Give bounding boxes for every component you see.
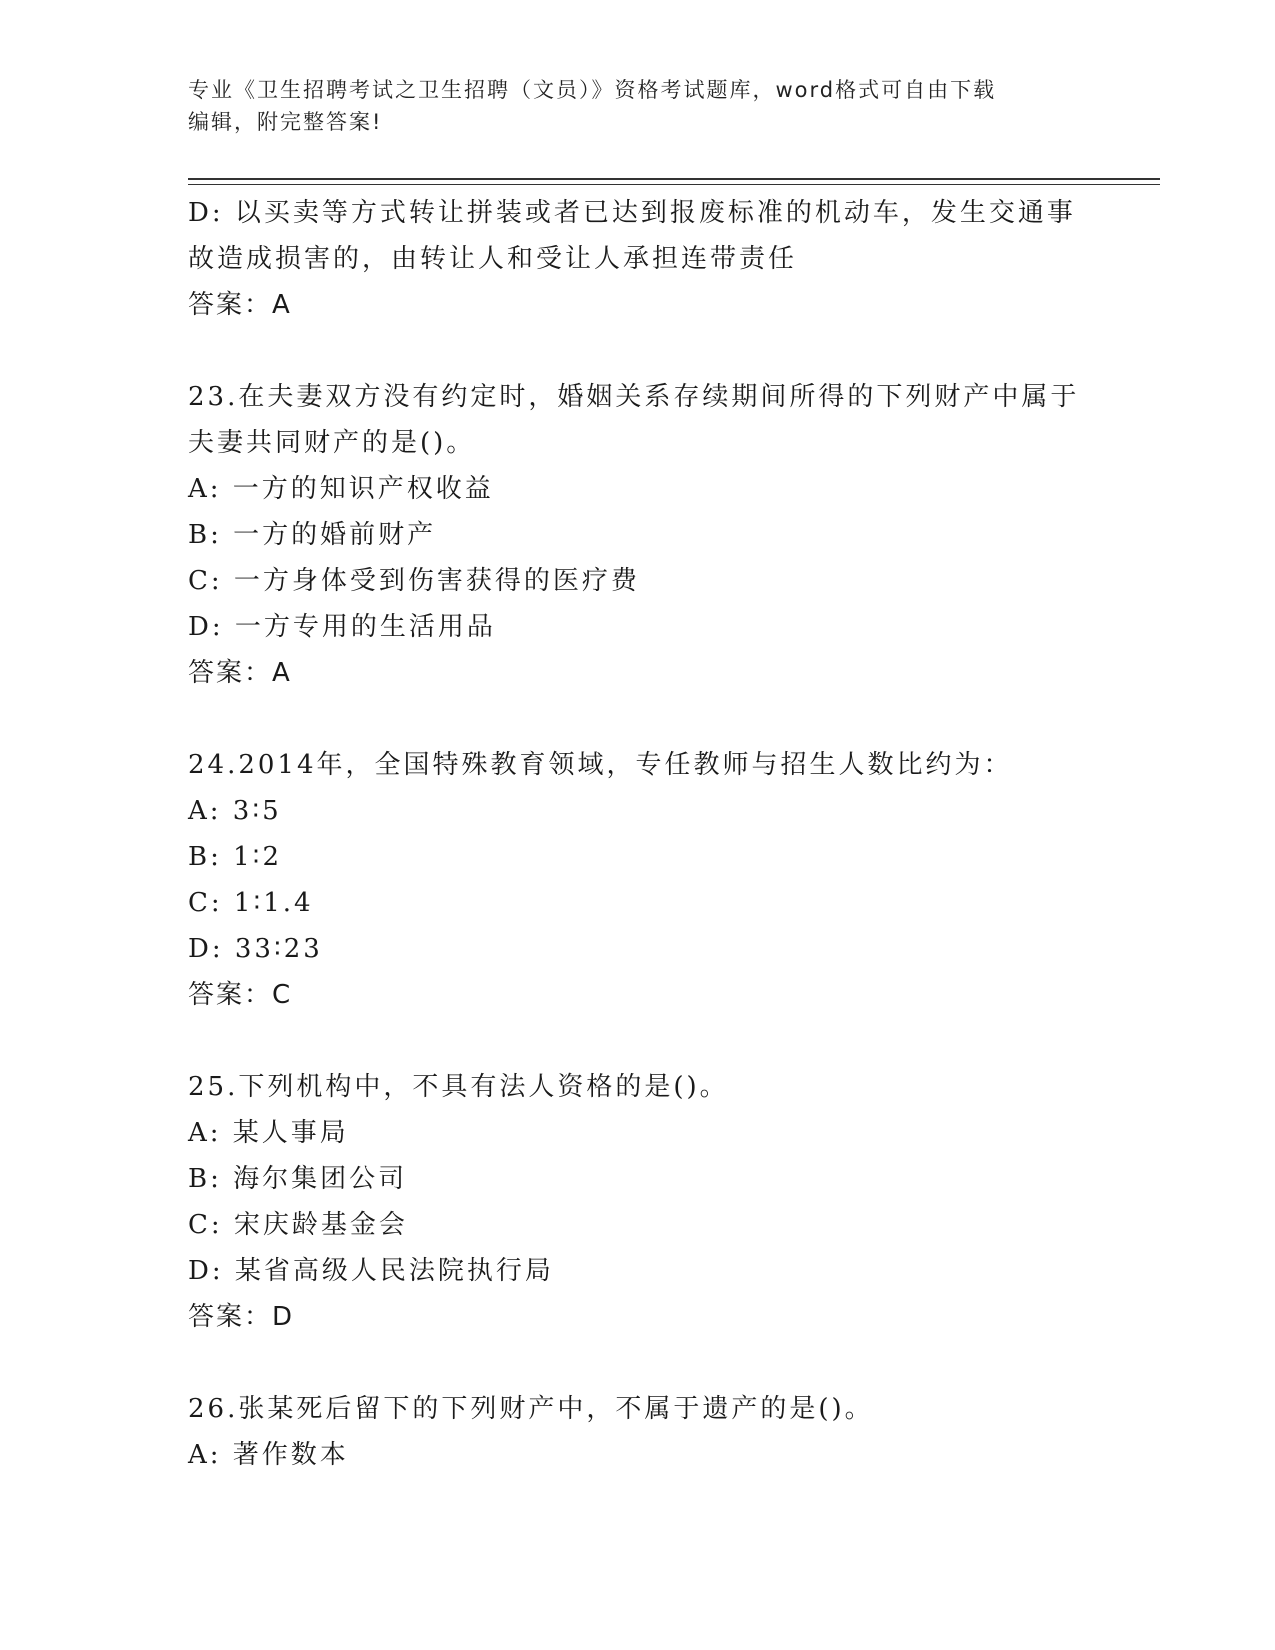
- spacer: [188, 1018, 1088, 1064]
- question-26-option-a: A: 著作数本: [188, 1440, 349, 1470]
- header-line-1: 专业《卫生招聘考试之卫生招聘（文员）》资格考试题库，word格式可自由下载: [188, 78, 997, 102]
- question-list: [188, 190, 1088, 1478]
- question-25: [188, 1064, 1088, 1340]
- question-25-option-d: D: 某省高级人民法院执行局: [188, 1256, 554, 1286]
- header-divider-thick: [188, 178, 1160, 180]
- document-header: [188, 74, 1088, 138]
- question-24-option-a: A: 3∶5: [188, 796, 282, 826]
- question-26-stem: 26.张某死后留下的下列财产中，不属于遗产的是()。: [188, 1394, 874, 1424]
- question-24-option-c: C: 1∶1.4: [188, 888, 314, 918]
- question-22-option-d-line-1: D: 以买卖等方式转让拼装或者已达到报废标准的机动车，发生交通事: [188, 198, 1076, 228]
- question-23-option-a: A: 一方的知识产权收益: [188, 474, 494, 504]
- question-24: [188, 742, 1088, 1018]
- question-25-option-a: A: 某人事局: [188, 1118, 349, 1148]
- spacer: [188, 328, 1088, 374]
- question-22-tail: [188, 190, 1088, 328]
- question-22-option-d-line-2: 故造成损害的，由转让人和受让人承担连带责任: [188, 244, 798, 274]
- question-24-answer: 答案：C: [188, 980, 293, 1010]
- question-23-option-c: C: 一方身体受到伤害获得的医疗费: [188, 566, 640, 596]
- question-23: [188, 374, 1088, 696]
- question-22-answer: 答案：A: [188, 290, 292, 320]
- spacer: [188, 1340, 1088, 1386]
- header-divider-thin: [188, 184, 1160, 185]
- question-25-stem: 25.下列机构中，不具有法人资格的是()。: [188, 1072, 729, 1102]
- question-25-option-c: C: 宋庆龄基金会: [188, 1210, 408, 1240]
- question-23-stem-line-1: 23.在夫妻双方没有约定时，婚姻关系存续期间所得的下列财产中属于: [188, 382, 1080, 412]
- question-26: [188, 1386, 1088, 1478]
- question-23-option-b: B: 一方的婚前财产: [188, 520, 437, 550]
- question-23-option-d: D: 一方专用的生活用品: [188, 612, 496, 642]
- question-24-option-d: D: 33∶23: [188, 934, 323, 964]
- question-25-answer: 答案：D: [188, 1302, 295, 1332]
- question-24-option-b: B: 1∶2: [188, 842, 282, 872]
- header-line-2: 编辑，附完整答案!: [188, 110, 383, 134]
- question-25-option-b: B: 海尔集团公司: [188, 1164, 408, 1194]
- spacer: [188, 696, 1088, 742]
- question-24-stem: 24.2014年，全国特殊教育领域，专任教师与招生人数比约为：: [188, 750, 1013, 780]
- question-23-answer: 答案：A: [188, 658, 292, 688]
- question-23-stem-line-2: 夫妻共同财产的是()。: [188, 428, 476, 458]
